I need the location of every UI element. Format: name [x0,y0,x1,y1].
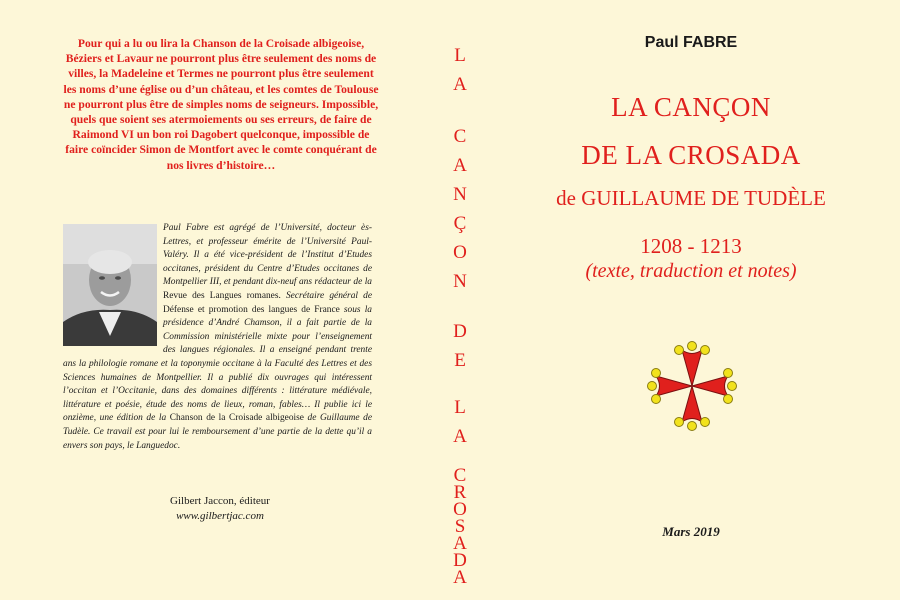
spine-letter: N [453,271,467,292]
spine-letter: C [453,126,467,147]
spine-letter: A [453,74,467,95]
edition-note: (texte, traduction et notes) [585,260,797,282]
publication-date: Mars 2019 [662,524,720,539]
spine-letter: O [453,242,467,263]
spine-letter: A [453,155,467,176]
author-biography [63,222,372,453]
publisher-website: www.gilbertjac.com [176,510,264,522]
spine-letter: E [454,350,466,371]
bio-segment-title: Revue des Langues romanes. [163,290,281,301]
spine-letter: L [454,397,466,418]
bio-segment: de Guillaume de Tudèle. Ce travail est pour lui le remboursement d’une partie de la dette qu’il a envers son pays, le Languedoc. [63,413,373,451]
occitan-cross-icon [644,338,740,434]
spine [438,0,482,600]
title-line-1: LA CANÇON [611,92,771,122]
spine-letter: A [453,567,467,588]
spine-letter: N [453,184,467,205]
publisher-block [120,494,320,524]
subtitle [482,186,900,211]
back-cover-blurb: Pour qui a lu ou lira la Chanson de la Croisade albigeoise, Béziers et Lavaur ne pourront plus être seulement des noms de villes, la Madeleine et Termes ne pourront plus être seulement les noms d’une église ou d’un château, et les comtes de Toulouse ne pourront plus être de simples noms de seigneurs. Impossible, quels que soient ses atermoiements ou ses erreurs, de faire de Raimond VI un bon roi Dagobert quelconque, impossible de faire coïncider Simon de Montfort avec le comte conquérant de nos livres d’histoire… [63,37,379,172]
bio-segment: sous la présidence d’André Chamson, il a fait partie de la Commission ministérielle mixte pour l’enseignement des langues régionales. Il a enseigné pendant trente ans la philologie romane et la toponymie occitane à la Faculté des Lettres et des Sciences humaines de Montpellier. Il a publié dix ouvrages qui intéressent l’occitan et l’Occitanie, dans des domaines différents : littérature médiévale, littérature et poésie, étude des noms de lieux, roman, fables… Il publie ici le onzième, une édition de la [63,304,372,424]
bio-segment: Secrétaire général de [280,290,372,301]
publisher-name: Gilbert Jaccon, éditeur [170,495,270,507]
spine-letter: R [453,482,467,503]
back-cover [0,0,438,600]
spine-letter: A [453,426,467,447]
years: 1208 - 1213 [640,234,742,258]
subtitle-prefix: de [556,186,576,210]
author-name: Paul FABRE [644,34,738,51]
subtitle-name: GUILLAUME DE TUDÈLE [581,186,826,210]
spine-letter: C [453,465,467,486]
bio-segment: Paul Fabre est agrégé de l’Université, docteur ès-Lettres, et professeur émérite de l’Université Paul-Valéry. Il a été vice-président de l’Institut d’Etudes occitanes, président du Centre d’Etudes occitanes de Montpellier III, et pendant dix-neuf ans rédacteur de la [163,223,372,288]
spine-letter: L [454,45,466,66]
spine-letter: D [453,550,467,571]
bio-segment-title: Défense et promotion des langues de France [163,304,340,315]
bio-segment-title: Chanson de la Croisade albigeoise [169,413,304,424]
spine-letter: D [453,321,467,342]
spine-letter: A [453,533,467,554]
spine-letter: Ç [453,213,467,234]
spine-letter: S [454,516,466,537]
front-cover [482,0,900,600]
spine-letter: O [453,499,467,520]
title-line-2: DE LA CROSADA [581,140,801,170]
